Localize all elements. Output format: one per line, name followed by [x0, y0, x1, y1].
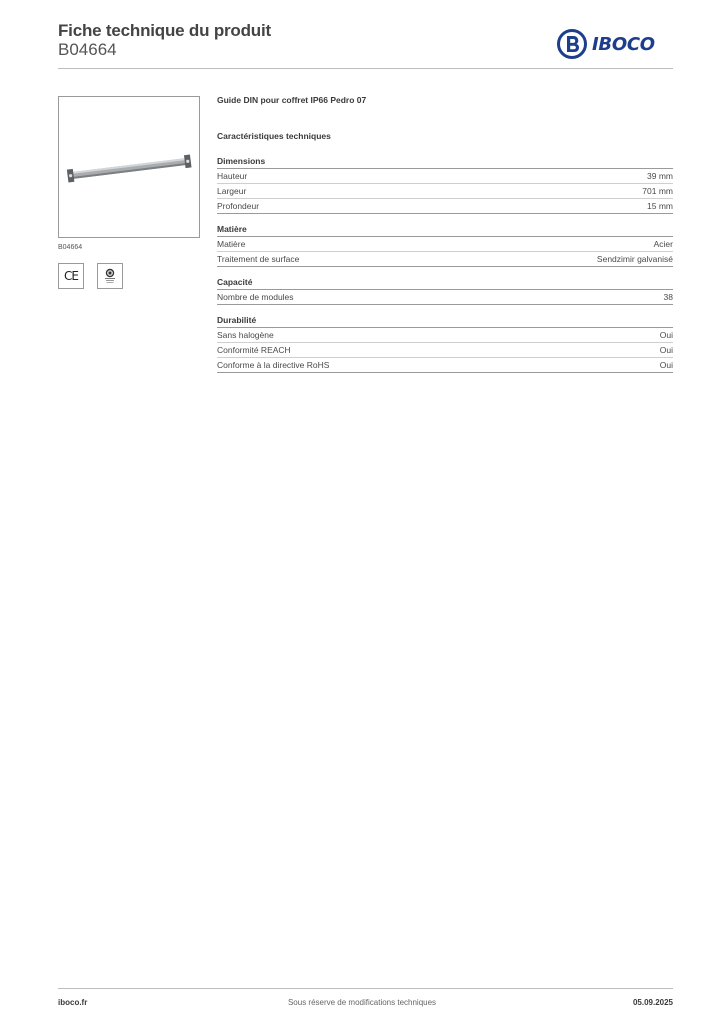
spec-label: Nombre de modules	[217, 292, 294, 302]
footer-website-link[interactable]: iboco.fr	[58, 998, 88, 1007]
section-title: Durabilité	[217, 313, 673, 328]
spec-row	[217, 169, 673, 184]
section-material	[217, 222, 673, 267]
spec-value: 701 mm	[642, 186, 673, 196]
spec-row	[217, 199, 673, 214]
spec-value: Sendzimir galvanisé	[596, 254, 673, 264]
footer-divider	[58, 988, 673, 989]
logo-text: IBOCO	[592, 33, 655, 55]
spec-value: Oui	[659, 360, 673, 370]
section-dimensions	[217, 154, 673, 214]
footer-notice: Sous réserve de modifications techniques	[287, 998, 437, 1007]
spec-label: Profondeur	[217, 201, 260, 211]
brand-logo[interactable]	[557, 29, 673, 59]
certification-mark	[97, 263, 123, 289]
spec-row	[217, 290, 673, 305]
spec-value: 39 mm	[647, 171, 673, 181]
image-caption: B04664	[58, 244, 83, 251]
iboco-logo-icon	[557, 29, 587, 59]
footer-date: 05.09.2025	[632, 998, 673, 1007]
spec-row	[217, 184, 673, 199]
spec-value: Acier	[653, 239, 673, 249]
spec-row	[217, 328, 673, 343]
product-reference: B04664	[58, 40, 117, 59]
product-details	[217, 95, 673, 381]
spec-label: Conforme à la directive RoHS	[217, 360, 330, 370]
spec-value: 38	[663, 292, 673, 302]
section-title: Dimensions	[217, 154, 673, 169]
spec-value: 15 mm	[647, 201, 673, 211]
spec-label: Hauteur	[217, 171, 248, 181]
spec-label: Sans halogène	[217, 330, 274, 340]
spec-value: Oui	[659, 345, 673, 355]
header-divider	[58, 68, 673, 69]
certification-icon	[100, 266, 120, 286]
spec-row	[217, 358, 673, 373]
section-title: Matière	[217, 222, 673, 237]
spec-row	[217, 343, 673, 358]
spec-label: Traitement de surface	[217, 254, 300, 264]
spec-row	[217, 252, 673, 267]
spec-label: Conformité REACH	[217, 345, 291, 355]
product-name: Guide DIN pour coffret IP66 Pedro 07	[217, 95, 367, 105]
page-title: Fiche technique du produit	[58, 21, 271, 40]
product-image	[58, 96, 200, 238]
ce-mark	[58, 263, 84, 289]
din-rail-image	[59, 97, 199, 237]
section-durability	[217, 313, 673, 373]
section-title: Capacité	[217, 275, 673, 290]
spec-label: Matière	[217, 239, 246, 249]
spec-label: Largeur	[217, 186, 247, 196]
characteristics-title: Caractéristiques techniques	[217, 131, 331, 141]
spec-row	[217, 237, 673, 252]
section-capacity	[217, 275, 673, 305]
ce-mark-icon: CE	[64, 269, 78, 283]
spec-value: Oui	[659, 330, 673, 340]
